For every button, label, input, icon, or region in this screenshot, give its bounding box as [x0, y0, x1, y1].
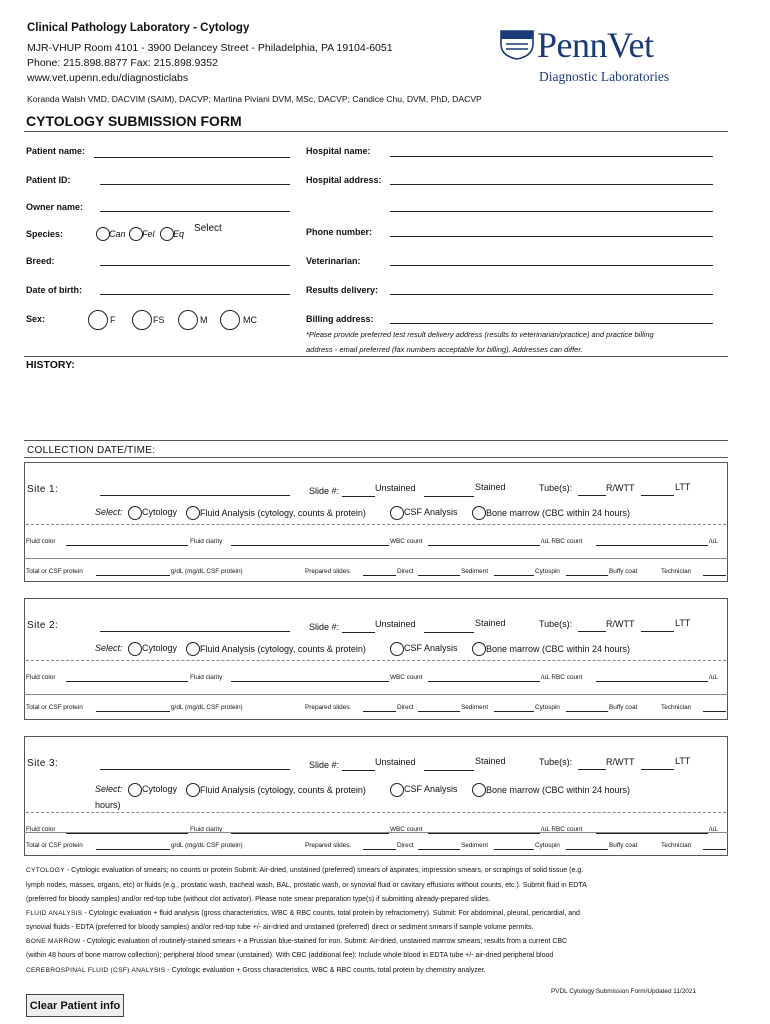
site-1-slide-unstained-input[interactable] [342, 485, 375, 497]
logo-subtitle: Diagnostic Laboratories [539, 69, 670, 84]
site-2-bone-label: Bone marrow (CBC within 24 hours) [486, 644, 631, 654]
sex-mc-radio[interactable] [220, 310, 240, 330]
site-1-tubes-label: Tube(s): [539, 483, 573, 493]
site-3-protein-label: Total or CSF protein [26, 842, 83, 849]
site-1-csf-label: CSF Analysis [404, 507, 458, 517]
site-1-cytospin-input[interactable] [494, 566, 534, 576]
site-1-rbc-label: /uL RBC count [541, 538, 583, 545]
sex-f-label: F [110, 315, 116, 325]
site-3-bone-label: Bone marrow (CBC within 24 hours) [486, 785, 631, 795]
site-1-bone-radio[interactable] [472, 506, 486, 520]
billing-note-line2: address - email preferred (fax numbers acceptable for billing). Addresses can differ. [306, 345, 583, 354]
site-3-unstained-label: Unstained [375, 757, 416, 767]
site-1-rbc-input[interactable] [596, 536, 708, 546]
footer-bone-line2: (within 48 hours of bone marrow collection); peripheral blood smear (unstained). With CBC (additional fee): Include whole blood in EDTA tube +/- air-dried peripheral blood [26, 952, 554, 959]
footer-fluid-text: - Cytologic evaluation + fluid analysis (gross characteristics, WBC & RBC counts, total protein by refractometry). Submit: For abdominal, pleural, pericardial, and [82, 910, 580, 917]
site-1-fluid-color-label: Fluid color [26, 538, 56, 545]
billing-note-line1: *Please provide preferred test result delivery address (results to veterinarian/practice) and practice billing [306, 330, 654, 339]
site-3-slide-label: Slide #: [309, 760, 340, 770]
site-3-direct-label: Direct [397, 842, 414, 849]
site-1-fluid-label: Fluid Analysis (cytology, counts & protein) [200, 508, 366, 518]
site-2-fluid-clarity-label: Fluid clarity [190, 674, 223, 681]
site-1-buffy-label: Buffy coat [609, 568, 638, 575]
site-2-direct-input[interactable] [363, 702, 396, 712]
species-fel-label: Fel [142, 229, 155, 239]
footer-bone-head: BONE MARROW [26, 938, 81, 945]
owner-name-label: Owner name: [26, 202, 84, 212]
site-2-protein-label: Total or CSF protein [26, 704, 83, 711]
site-1-prepared-label: Prepared slides: [305, 568, 352, 575]
site-2-slide-label: Slide #: [309, 622, 340, 632]
site-1-cytology-label: Cytology [142, 507, 178, 517]
site-2-unstained-label: Unstained [375, 619, 416, 629]
site-3-cytospin-label: Cytospin [535, 842, 560, 849]
hospital-name-label: Hospital name: [306, 146, 371, 156]
site-1-gdl-label: g/dL (mg/dL CSF protein) [171, 568, 243, 575]
site-1-dashed-divider [26, 524, 726, 525]
site-2-fluid-radio[interactable] [186, 642, 200, 656]
clear-patient-info-button[interactable]: Clear Patient info [26, 994, 124, 1017]
site-1-fluid-clarity-label: Fluid clarity [190, 538, 223, 545]
footer-cytology-line2: lymph nodes, masses, organs, etc) or fluids (e.g., prostatic wash, tracheal wash, BAL, prostatic wash, or synovial fluid or cavitary effusions without counts, etc.). Submit fluid in EDTA [26, 882, 587, 889]
site-2-csf-radio[interactable] [390, 642, 404, 656]
site-2-technician-input[interactable] [703, 702, 726, 712]
site-3-fluid-clarity-label: Fluid clarity [190, 826, 223, 833]
species-select-dropdown[interactable]: Select [194, 223, 222, 234]
site-2-technician-label: Technician [661, 704, 692, 711]
site-1-rwtt-label: R/WTT [606, 483, 635, 493]
site-3-box [24, 736, 728, 856]
footer-csf-head: CEREBROSPINAL FLUID (CSF) ANALYSIS [26, 967, 166, 974]
site-3-gdl-label: g/dL (mg/dL CSF protein) [171, 842, 243, 849]
phone-number-label: Phone number: [306, 227, 373, 237]
site-1-fluid-color-input[interactable] [66, 536, 188, 546]
site-2-wbc-input[interactable] [428, 672, 540, 682]
phone-number-input[interactable] [390, 225, 713, 237]
lab-address: MJR-VHUP Room 4101 - 3900 Delancey Street - Philadelphia, PA 19104-6051 [27, 42, 393, 54]
results-delivery-input[interactable] [390, 283, 713, 295]
species-eq-label: Eq [173, 229, 185, 239]
footer-csf-line1 [26, 967, 486, 974]
site-3-technician-label: Technician [661, 842, 692, 849]
history-textarea[interactable] [26, 373, 726, 435]
title-divider [24, 131, 728, 132]
site-2-fluid-clarity-input[interactable] [231, 672, 389, 682]
site-1-protein-input[interactable] [96, 566, 170, 576]
site-1-rwtt-input[interactable] [578, 484, 606, 496]
site-3-rwtt-label: R/WTT [606, 757, 635, 767]
site-1-sediment-input[interactable] [418, 566, 460, 576]
site-2-select-label: Select: [95, 643, 123, 653]
site-2-fluid-label: Fluid Analysis (cytology, counts & protein) [200, 644, 366, 654]
site-3-stained-label: Stained [475, 756, 506, 766]
site-2-input[interactable] [100, 620, 290, 632]
patient-name-label: Patient name: [26, 146, 86, 156]
site-3-row-divider [24, 832, 728, 833]
site-2-label: Site 2: [27, 620, 59, 631]
site-1-fluid-clarity-input[interactable] [231, 536, 389, 546]
site-3-fluid-color-label: Fluid color [26, 826, 56, 833]
site-1-ltt-input[interactable] [641, 484, 674, 496]
site-2-rwtt-input[interactable] [578, 620, 606, 632]
history-divider [24, 356, 728, 357]
hospital-address-input[interactable] [390, 173, 713, 185]
site-2-bone-radio[interactable] [472, 642, 486, 656]
patient-name-input[interactable] [94, 146, 290, 158]
site-2-rwtt-label: R/WTT [606, 619, 635, 629]
site-1-slide-label: Slide #: [309, 486, 340, 496]
sex-m-label: M [200, 315, 208, 325]
site-2-prepared-label: Prepared slides: [305, 704, 352, 711]
site-3-buffy-input[interactable] [566, 840, 608, 850]
site-2-wbc-label: WBC count [390, 674, 423, 681]
site-1-fluid-radio[interactable] [186, 506, 200, 520]
site-2-fluid-color-input[interactable] [66, 672, 188, 682]
site-2-tubes-label: Tube(s): [539, 619, 573, 629]
site-1-select-label: Select: [95, 507, 123, 517]
site-2-cytospin-label: Cytospin [535, 704, 560, 711]
logo-name: PennVet [537, 25, 654, 65]
site-1-unstained-label: Unstained [375, 483, 416, 493]
footer-csf-text: - Cytologic evaluation + Gross characteristics, WBC & RBC counts, total protein by chemistry analyzer. [165, 967, 486, 974]
site-1-protein-label: Total or CSF protein [26, 568, 83, 575]
site-3-buffy-label: Buffy coat [609, 842, 638, 849]
site-1-row-divider [24, 558, 728, 559]
site-1-technician-label: Technician [661, 568, 692, 575]
billing-address-input[interactable] [390, 312, 713, 324]
site-1-input[interactable] [100, 484, 290, 496]
site-1-buffy-input[interactable] [566, 566, 608, 576]
site-2-slide-unstained-input[interactable] [342, 621, 375, 633]
site-2-rbc-label: /uL RBC count [541, 674, 583, 681]
site-2-slide-stained-input[interactable] [424, 621, 474, 633]
site-1-wbc-input[interactable] [428, 536, 540, 546]
site-2-dashed-divider [26, 660, 726, 661]
site-2-rbc-input[interactable] [596, 672, 708, 682]
patient-id-label: Patient ID: [26, 175, 71, 185]
history-label: HISTORY: [26, 359, 75, 371]
site-2-cytology-label: Cytology [142, 643, 178, 653]
sex-m-radio[interactable] [178, 310, 198, 330]
site-1-direct-label: Direct [397, 568, 414, 575]
footer-fluid-line2: synovial fluids - EDTA (preferred for bloody samples) and/or red-top tube +/- air-dried and unstained (preferred) direct or sediment smears if sample volume permits. [26, 924, 534, 931]
site-3-label: Site 3: [27, 758, 59, 769]
lab-phone: Phone: 215.898.8877 Fax: 215.898.9352 [27, 57, 218, 69]
site-3-ltt-input[interactable] [641, 758, 674, 770]
site-3-prepared-label: Prepared slides: [305, 842, 352, 849]
site-2-cytology-radio[interactable] [128, 642, 142, 656]
site-3-ltt-label: LTT [675, 756, 691, 766]
billing-address-label: Billing address: [306, 314, 374, 324]
site-1-direct-input[interactable] [363, 566, 396, 576]
staff-list: Koranda Walsh VMD, DACVIM (SAIM), DACVP; Martina Piviani DVM, MSc, DACVP; Candice Chu, DVM, PhD, DACVP [27, 94, 482, 104]
collection-label: COLLECTION DATE/TIME: [27, 445, 156, 456]
sex-fs-label: FS [153, 315, 165, 325]
sex-fs-radio[interactable] [132, 310, 152, 330]
site-1-ul-label: /uL [709, 538, 718, 545]
site-2-buffy-label: Buffy coat [609, 704, 638, 711]
site-2-fluid-color-label: Fluid color [26, 674, 56, 681]
breed-input[interactable] [100, 254, 290, 266]
veterinarian-label: Veterinarian: [306, 256, 361, 266]
site-1-ltt-label: LTT [675, 482, 691, 492]
site-2-ul-label: /uL [709, 674, 718, 681]
site-3-bone-radio[interactable] [472, 783, 486, 797]
species-label: Species: [26, 229, 64, 239]
footer-cytology-head: CYTOLOGY [26, 867, 65, 874]
site-2-csf-label: CSF Analysis [404, 643, 458, 653]
collection-underline [24, 457, 728, 458]
site-1-technician-input[interactable] [703, 566, 726, 576]
owner-name-input[interactable] [100, 200, 290, 212]
site-3-fluid-label: Fluid Analysis (cytology, counts & protein) [200, 785, 366, 795]
form-version: PVDL Cytology Submission Form/Updated 11/2021 [551, 988, 696, 995]
site-3-rbc-label: /uL RBC count [541, 826, 583, 833]
site-2-gdl-label: g/dL (mg/dL CSF protein) [171, 704, 243, 711]
lab-website: www.vet.upenn.edu/diagnosticlabs [27, 72, 189, 84]
site-3-select-label: Select: [95, 784, 123, 794]
collection-datetime-input[interactable] [160, 445, 460, 457]
species-can-radio[interactable] [96, 227, 110, 241]
site-3-cytology-label: Cytology [142, 784, 178, 794]
site-1-wbc-label: WBC count [390, 538, 423, 545]
site-2-ltt-label: LTT [675, 618, 691, 628]
footer-cytology-text: - Cytologic evaluation of smears; no counts or protein Submit: Air-dried, unstained (preferred) smears of aspirates, impression smears, or scrapings of solid tissue (e.g. [64, 867, 584, 874]
site-2-cytospin-input[interactable] [494, 702, 534, 712]
site-2-direct-label: Direct [397, 704, 414, 711]
site-3-fluid-radio[interactable] [186, 783, 200, 797]
site-1-bone-label: Bone marrow (CBC within 24 hours) [486, 508, 631, 518]
sex-label: Sex: [26, 314, 46, 324]
dob-label: Date of birth: [26, 285, 82, 295]
site-3-rwtt-input[interactable] [578, 758, 606, 770]
breed-label: Breed: [26, 256, 55, 266]
site-2-row-divider [24, 694, 728, 695]
site-3-direct-input[interactable] [363, 840, 396, 850]
site-3-dashed-divider [26, 812, 726, 813]
form-title: CYTOLOGY SUBMISSION FORM [26, 113, 242, 129]
footer-bone-text: - Cytologic evaluation of routinely-stained smears + a Prussian blue-stained for iron. Submit: Air-dried, unstained marrow smears; results from a current CBC [80, 938, 568, 945]
lab-title: Clinical Pathology Laboratory - Cytology [27, 22, 250, 34]
species-fel-radio[interactable] [129, 227, 143, 241]
site-1-cytospin-label: Cytospin [535, 568, 560, 575]
site-3-technician-input[interactable] [703, 840, 726, 850]
footer-cytology-line3: (preferred for bloody samples) and/or red-top tube (without clot activator). Please note smear preparation type(s) if submitting already-prepared slides. [26, 896, 491, 903]
patient-id-input[interactable] [100, 173, 290, 185]
species-can-label: Can [109, 229, 126, 239]
site-1-sediment-label: Sediment [461, 568, 488, 575]
site-3-slide-unstained-input[interactable] [342, 759, 375, 771]
site-3-overflow-text: hours) [95, 800, 121, 810]
site-1-stained-label: Stained [475, 482, 506, 492]
footer-fluid-head: FLUID ANALYSIS [26, 910, 83, 917]
site-3-ul-label: /uL [709, 826, 718, 833]
site-3-sediment-input[interactable] [418, 840, 460, 850]
site-1-box [24, 462, 728, 582]
collection-divider [24, 440, 728, 441]
footer-bone-line1 [26, 938, 567, 945]
site-2-stained-label: Stained [475, 618, 506, 628]
results-delivery-label: Results delivery: [306, 285, 379, 295]
site-3-slide-stained-input[interactable] [424, 759, 474, 771]
site-3-wbc-label: WBC count [390, 826, 423, 833]
hospital-address-label: Hospital address: [306, 175, 382, 185]
site-2-ltt-input[interactable] [641, 620, 674, 632]
site-2-sediment-label: Sediment [461, 704, 488, 711]
site-1-cytology-radio[interactable] [128, 506, 142, 520]
footer-cytology-line1 [26, 867, 583, 874]
site-3-tubes-label: Tube(s): [539, 757, 573, 767]
site-1-slide-stained-input[interactable] [424, 485, 474, 497]
site-2-protein-input[interactable] [96, 702, 170, 712]
site-2-buffy-input[interactable] [566, 702, 608, 712]
site-1-csf-radio[interactable] [390, 506, 404, 520]
veterinarian-input[interactable] [390, 254, 713, 266]
site-3-cytology-radio[interactable] [128, 783, 142, 797]
site-3-cytospin-input[interactable] [494, 840, 534, 850]
penn-shield-icon [500, 30, 534, 60]
site-3-csf-label: CSF Analysis [404, 784, 458, 794]
dob-input[interactable] [100, 283, 290, 295]
footer-fluid-line1 [26, 910, 580, 917]
hospital-address-line2-input[interactable] [390, 200, 713, 212]
site-3-protein-input[interactable] [96, 840, 170, 850]
sex-f-radio[interactable] [88, 310, 108, 330]
species-eq-radio[interactable] [160, 227, 174, 241]
sex-mc-label: MC [243, 315, 257, 325]
site-2-sediment-input[interactable] [418, 702, 460, 712]
hospital-name-input[interactable] [390, 145, 713, 157]
site-3-csf-radio[interactable] [390, 783, 404, 797]
site-3-input[interactable] [100, 758, 290, 770]
site-1-label: Site 1: [27, 484, 59, 495]
site-3-sediment-label: Sediment [461, 842, 488, 849]
